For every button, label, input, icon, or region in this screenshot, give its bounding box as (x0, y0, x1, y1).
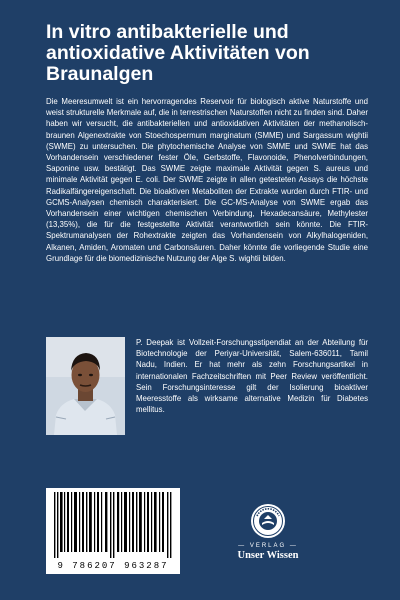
publisher-verlag-label: — VERLAG — (238, 543, 298, 549)
book-blurb: Die Meeresumwelt ist ein hervorragendes Reservoir für biologisch aktive Naturstoffe und weist strukturelle Merkmale auf, die in terrestrischen Naturstoffen nicht zu finden sind. Daher haben wir versucht, die antibakteriellen und antioxidativen Aktivitäten der methanolisch-braunen Algenextrakte von Stoechospermum marginatum (SMME) und Sargassum wightii (SWME) zu untersuchen. Die phytochemische Analyse von SMME und SWME hat das Vorhandensein verschiedener fester Öle, Gerbstoffe, Flavonoide, Phenolverbindungen, Saponine usw. bestätigt. Das SWME zeigte maximale Aktivität gegen S. aureus und minimale Aktivität gegen E. coli. Der SWME zeigte in allen getesteten Assays die höchste Radikalfängereigenschaft. Die bioaktiven Metaboliten der Extrakte wurden durch FTIR- und GCMS-Analysen chemisch charakterisiert. Die GC-MS-Analyse von SWME ergab das Vorhandensein einer wichtigen chemischen Verbindung, Hexadecansäure, Methylester (13,35%), die für die festgestellte Aktivität verantwortlich sein könnte. Die FTIR-Spektrumanalysen der Rohextrakte zeigten das Vorhandensein von Alkylhalogeniden, Alkanen, Amiden, Aromaten und Carbonsäuren. Daher könnte die vorliegende Studie eine Grundlage für die biomedizinische Nutzung der Alge S. wightii bilden. (46, 97, 368, 263)
isbn-digits: 9 786207 963287 (57, 561, 169, 571)
publisher-logo (228, 503, 308, 561)
book-title: In vitro antibakterielle und antioxidative Aktivitäten von Braunalgen (46, 21, 310, 85)
author-bio: P. Deepak ist Vollzeit-Forschungsstipendiat an der Abteilung für Biotechnologie der Periyar-Universität, Salem-636011, Tamil Nadu, Indien. Er hat mehr als zehn Forschungsartikel in internationalen Fachzeitschriften mit Peer Review veröffentlicht. Sein Forschungsinteresse gilt der Isolierung bioaktiver Meeresstoffe als wirksame alternative Medizin für Diabetes mellitus. (136, 338, 368, 415)
publisher-seal-icon (250, 503, 286, 539)
isbn-barcode (46, 488, 180, 574)
barcode-bars (50, 492, 176, 558)
publisher-name: Unser Wissen (237, 550, 299, 561)
author-photo (46, 337, 125, 435)
